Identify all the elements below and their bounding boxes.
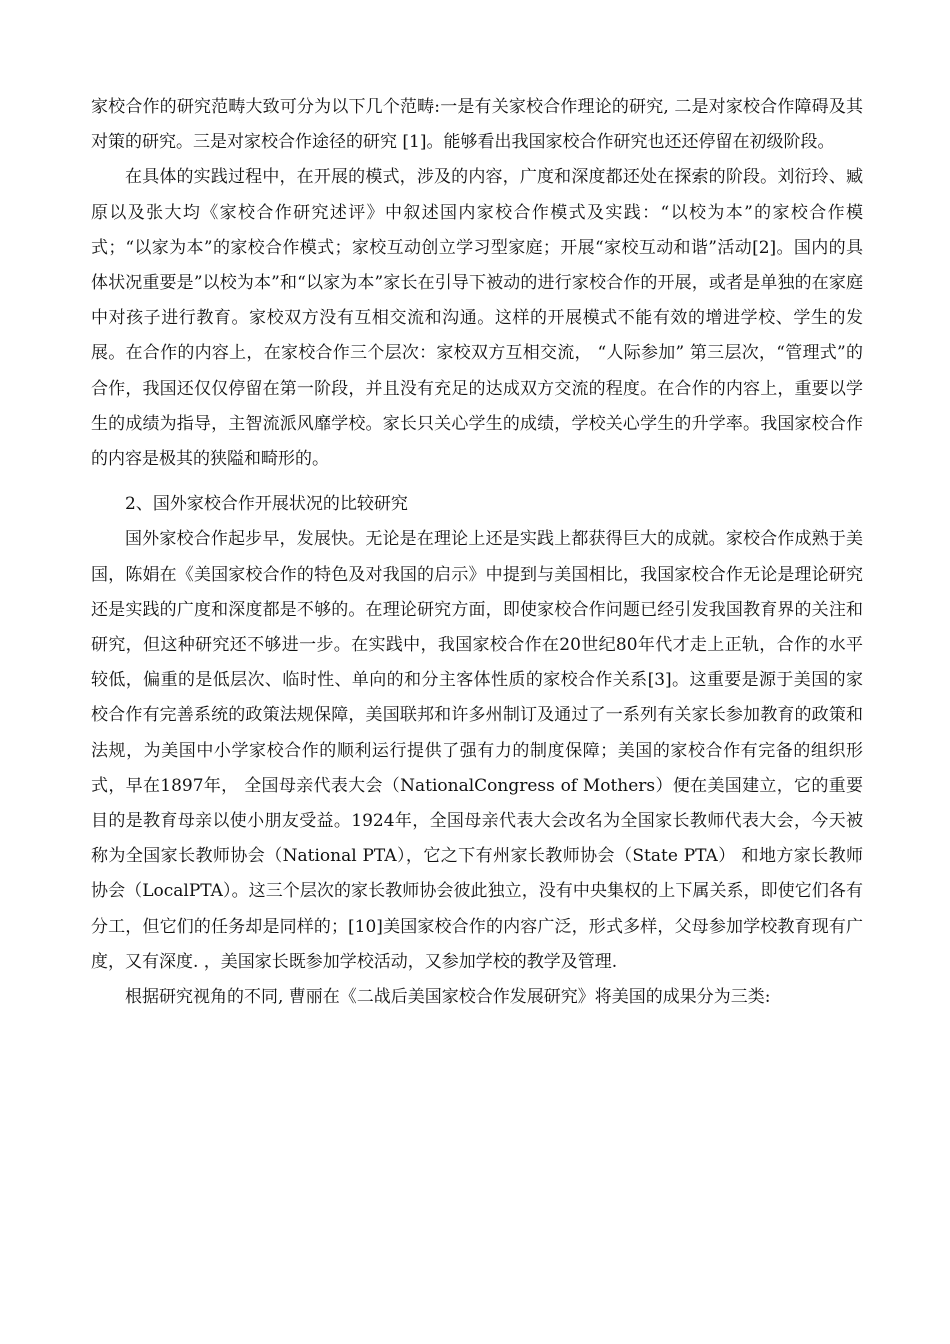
paragraph-domestic-practice: 在具体的实践过程中，在开展的模式，涉及的内容，广度和深度都还处在探索的阶段。刘衍玲、臧原以及张大均《家校合作研究述评》中叙述国内家校合作模式及实践：“以校为本”的家校合作模式；“以家为本”的家校合作模式；家校互动创立学习型家庭；开展“家校互动和谐”活动[2]。国内的具体状况重要是”以校为本”和“以家为本”家长在引导下被动的进行家校合作的开展，或者是单独的在家庭中对孩子进行教育。家校双方没有互相交流和沟通。这样的开展模式不能有效的增进学校、学生的发展。在合作的内容上，在家校合作三个层次：家校双方互相交流， “人际参加” 第三层次，“管理式”的合作，我国还仅仅停留在第一阶段，并且没有充足的达成双方交流的程度。在合作的内容上，重要以学生的成绩为指导，主智流派风靡学校。家长只关心学生的成绩，学校关心学生的升学率。我国家校合作的内容是极其的狭隘和畸形的。	[91, 167, 863, 470]
paragraph-research-scope: 家校合作的研究范畴大致可分为以下几个范畴:一是有关家校合作理论的研究, 二是对家校合作障碍及其对策的研究。三是对家校合作途径的研究 [1]。能够看出我国家校合作研究也还还停留在初级阶段。	[91, 97, 863, 153]
paragraph-foreign-cooperation: 国外家校合作起步早，发展快。无论是在理论上还是实践上都获得巨大的成就。家校合作成熟于美国，陈娟在《美国家校合作的特色及对我国的启示》中提到与美国相比，我国家校合作无论是理论研究还是实践的广度和深度都是不够的。在理论研究方面，即使家校合作问题已经引发我国教育界的关注和研究，但这种研究还不够进一步。在实践中，我国家校合作在20世纪80年代才走上正轨，合作的水平较低，偏重的是低层次、临时性、单向的和分主客体性质的家校合作关系[3]。这重要是源于美国的家校合作有完善系统的政策法规保障，美国联邦和许多州制订及通过了一系列有关家长参加教育的政策和法规，为美国中小学家校合作的顺利运行提供了强有力的制度保障；美国的家校合作有完备的组织形式，早在1897年， 全国母亲代表大会（NationalCongress of Mothers）便在美国建立，它的重要目的是教育母亲以使小朋友受益。1924年，全国母亲代表大会改名为全国家长教师代表大会，今天被称为全国家长教师协会（National PTA），它之下有州家长教师协会（State PTA） 和地方家长教师协会（LocalPTA）。这三个层次的家长教师协会彼此独立，没有中央集权的上下属关系，即使它们各有分工，但它们的任务却是同样的；[10]美国家校合作的内容广泛，形式多样，父母参加学校教育现有广度，又有深度. ，美国家长既参加学校活动，又参加学校的教学及管理.	[91, 529, 863, 972]
document-page	[91, 90, 863, 1015]
paragraph-research-perspective: 根据研究视角的不同, 曹丽在《二战后美国家校合作发展研究》将美国的成果分为三类:	[125, 987, 771, 1008]
section-heading-foreign-comparison: 2、国外家校合作开展状况的比较研究	[125, 494, 408, 515]
